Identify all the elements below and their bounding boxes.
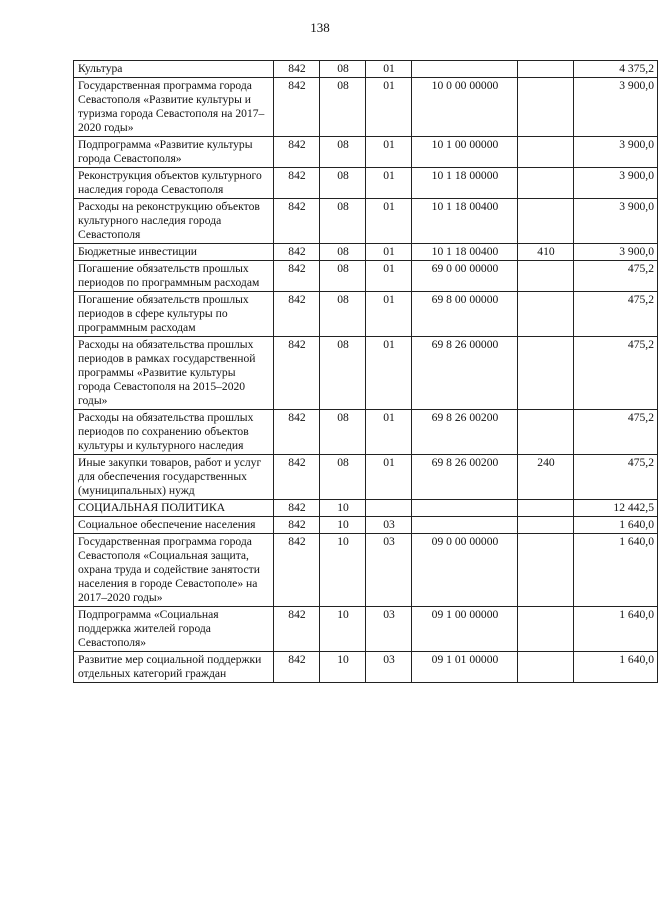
subsection-code-cell: 01 xyxy=(366,244,412,261)
section-code-cell: 08 xyxy=(320,61,366,78)
table-row xyxy=(74,337,658,410)
table-row xyxy=(74,517,658,534)
amount-cell: 3 900,0 xyxy=(574,199,658,244)
table-row xyxy=(74,534,658,607)
amount-cell: 3 900,0 xyxy=(574,168,658,199)
target-item-code-cell: 10 1 18 00400 xyxy=(412,199,518,244)
section-code-cell: 10 xyxy=(320,607,366,652)
section-code-cell: 08 xyxy=(320,244,366,261)
row-name-cell: Социальное обеспечение населения xyxy=(74,517,274,534)
amount-cell: 3 900,0 xyxy=(574,78,658,137)
expense-type-code-cell xyxy=(518,534,574,607)
target-item-code-cell xyxy=(412,517,518,534)
section-code-cell: 10 xyxy=(320,652,366,683)
row-name-cell: Реконструкция объектов культурного наследия города Севастополя xyxy=(74,168,274,199)
expense-type-code-cell xyxy=(518,61,574,78)
table-row xyxy=(74,78,658,137)
amount-cell: 1 640,0 xyxy=(574,652,658,683)
amount-cell: 475,2 xyxy=(574,410,658,455)
subsection-code-cell: 03 xyxy=(366,534,412,607)
expense-type-code-cell xyxy=(518,500,574,517)
expense-type-code-cell xyxy=(518,78,574,137)
subsection-code-cell: 03 xyxy=(366,607,412,652)
ministry-code-cell: 842 xyxy=(274,61,320,78)
row-name-cell: СОЦИАЛЬНАЯ ПОЛИТИКА xyxy=(74,500,274,517)
target-item-code-cell: 69 8 00 00000 xyxy=(412,292,518,337)
amount-cell: 475,2 xyxy=(574,292,658,337)
expense-type-code-cell xyxy=(518,517,574,534)
table-row xyxy=(74,292,658,337)
section-code-cell: 10 xyxy=(320,517,366,534)
amount-cell: 475,2 xyxy=(574,337,658,410)
target-item-code-cell xyxy=(412,500,518,517)
section-code-cell: 08 xyxy=(320,261,366,292)
expense-type-code-cell: 410 xyxy=(518,244,574,261)
row-name-cell: Расходы на реконструкцию объектов культурного наследия города Севастополя xyxy=(74,199,274,244)
row-name-cell: Погашение обязательств прошлых периодов в сфере культуры по программным расходам xyxy=(74,292,274,337)
target-item-code-cell: 69 8 26 00200 xyxy=(412,410,518,455)
amount-cell: 3 900,0 xyxy=(574,244,658,261)
section-code-cell: 08 xyxy=(320,292,366,337)
section-code-cell: 08 xyxy=(320,168,366,199)
subsection-code-cell: 01 xyxy=(366,410,412,455)
section-code-cell: 08 xyxy=(320,137,366,168)
target-item-code-cell: 09 1 01 00000 xyxy=(412,652,518,683)
ministry-code-cell: 842 xyxy=(274,500,320,517)
target-item-code-cell: 09 0 00 00000 xyxy=(412,534,518,607)
row-name-cell: Культура xyxy=(74,61,274,78)
amount-cell: 1 640,0 xyxy=(574,534,658,607)
ministry-code-cell: 842 xyxy=(274,292,320,337)
row-name-cell: Расходы на обязательства прошлых периодов по сохранению объектов культуры и культурного наследия xyxy=(74,410,274,455)
ministry-code-cell: 842 xyxy=(274,244,320,261)
ministry-code-cell: 842 xyxy=(274,455,320,500)
budget-table-body xyxy=(74,61,658,683)
row-name-cell: Иные закупки товаров, работ и услуг для обеспечения государственных (муниципальных) нужд xyxy=(74,455,274,500)
target-item-code-cell: 10 1 18 00400 xyxy=(412,244,518,261)
expense-type-code-cell xyxy=(518,410,574,455)
ministry-code-cell: 842 xyxy=(274,78,320,137)
budget-table xyxy=(73,60,658,683)
target-item-code-cell: 69 8 26 00000 xyxy=(412,337,518,410)
section-code-cell: 08 xyxy=(320,337,366,410)
row-name-cell: Государственная программа города Севастополя «Развитие культуры и туризма города Севастополя на 2017–2020 годы» xyxy=(74,78,274,137)
page-number: 138 xyxy=(310,20,330,35)
subsection-code-cell xyxy=(366,500,412,517)
subsection-code-cell: 01 xyxy=(366,261,412,292)
ministry-code-cell: 842 xyxy=(274,652,320,683)
target-item-code-cell: 69 8 26 00200 xyxy=(412,455,518,500)
row-name-cell: Подпрограмма «Социальная поддержка жителей города Севастополя» xyxy=(74,607,274,652)
target-item-code-cell: 10 1 00 00000 xyxy=(412,137,518,168)
subsection-code-cell: 01 xyxy=(366,61,412,78)
ministry-code-cell: 842 xyxy=(274,517,320,534)
amount-cell: 1 640,0 xyxy=(574,607,658,652)
table-row xyxy=(74,61,658,78)
table-row xyxy=(74,199,658,244)
ministry-code-cell: 842 xyxy=(274,137,320,168)
section-code-cell: 08 xyxy=(320,410,366,455)
expense-type-code-cell xyxy=(518,607,574,652)
section-code-cell: 10 xyxy=(320,534,366,607)
expense-type-code-cell xyxy=(518,137,574,168)
subsection-code-cell: 01 xyxy=(366,168,412,199)
section-code-cell: 08 xyxy=(320,455,366,500)
table-row xyxy=(74,652,658,683)
table-row xyxy=(74,500,658,517)
row-name-cell: Развитие мер социальной поддержки отдельных категорий граждан xyxy=(74,652,274,683)
amount-cell: 12 442,5 xyxy=(574,500,658,517)
subsection-code-cell: 01 xyxy=(366,455,412,500)
amount-cell: 4 375,2 xyxy=(574,61,658,78)
expense-type-code-cell: 240 xyxy=(518,455,574,500)
subsection-code-cell: 01 xyxy=(366,292,412,337)
table-row xyxy=(74,261,658,292)
ministry-code-cell: 842 xyxy=(274,534,320,607)
target-item-code-cell xyxy=(412,61,518,78)
ministry-code-cell: 842 xyxy=(274,199,320,244)
amount-cell: 475,2 xyxy=(574,455,658,500)
subsection-code-cell: 01 xyxy=(366,78,412,137)
target-item-code-cell: 10 1 18 00000 xyxy=(412,168,518,199)
row-name-cell: Погашение обязательств прошлых периодов по программным расходам xyxy=(74,261,274,292)
amount-cell: 475,2 xyxy=(574,261,658,292)
row-name-cell: Подпрограмма «Развитие культуры города Севастополя» xyxy=(74,137,274,168)
ministry-code-cell: 842 xyxy=(274,261,320,292)
target-item-code-cell: 09 1 00 00000 xyxy=(412,607,518,652)
table-row xyxy=(74,137,658,168)
amount-cell: 3 900,0 xyxy=(574,137,658,168)
subsection-code-cell: 03 xyxy=(366,517,412,534)
subsection-code-cell: 01 xyxy=(366,337,412,410)
expense-type-code-cell xyxy=(518,199,574,244)
expense-type-code-cell xyxy=(518,168,574,199)
table-row xyxy=(74,244,658,261)
subsection-code-cell: 03 xyxy=(366,652,412,683)
section-code-cell: 08 xyxy=(320,199,366,244)
ministry-code-cell: 842 xyxy=(274,607,320,652)
table-row xyxy=(74,607,658,652)
section-code-cell: 08 xyxy=(320,78,366,137)
section-code-cell: 10 xyxy=(320,500,366,517)
subsection-code-cell: 01 xyxy=(366,199,412,244)
expense-type-code-cell xyxy=(518,652,574,683)
table-row xyxy=(74,455,658,500)
table-row xyxy=(74,410,658,455)
row-name-cell: Расходы на обязательства прошлых периодов в рамках государственной программы «Развитие культуры города Севастополя на 2015–2020 годы» xyxy=(74,337,274,410)
expense-type-code-cell xyxy=(518,292,574,337)
subsection-code-cell: 01 xyxy=(366,137,412,168)
expense-type-code-cell xyxy=(518,261,574,292)
amount-cell: 1 640,0 xyxy=(574,517,658,534)
target-item-code-cell: 10 0 00 00000 xyxy=(412,78,518,137)
expense-type-code-cell xyxy=(518,337,574,410)
row-name-cell: Бюджетные инвестиции xyxy=(74,244,274,261)
target-item-code-cell: 69 0 00 00000 xyxy=(412,261,518,292)
ministry-code-cell: 842 xyxy=(274,410,320,455)
table-row xyxy=(74,168,658,199)
ministry-code-cell: 842 xyxy=(274,337,320,410)
row-name-cell: Государственная программа города Севастополя «Социальная защита, охрана труда и содействие занятости населения в городе Севастополе» на 2017–2020 годы» xyxy=(74,534,274,607)
ministry-code-cell: 842 xyxy=(274,168,320,199)
